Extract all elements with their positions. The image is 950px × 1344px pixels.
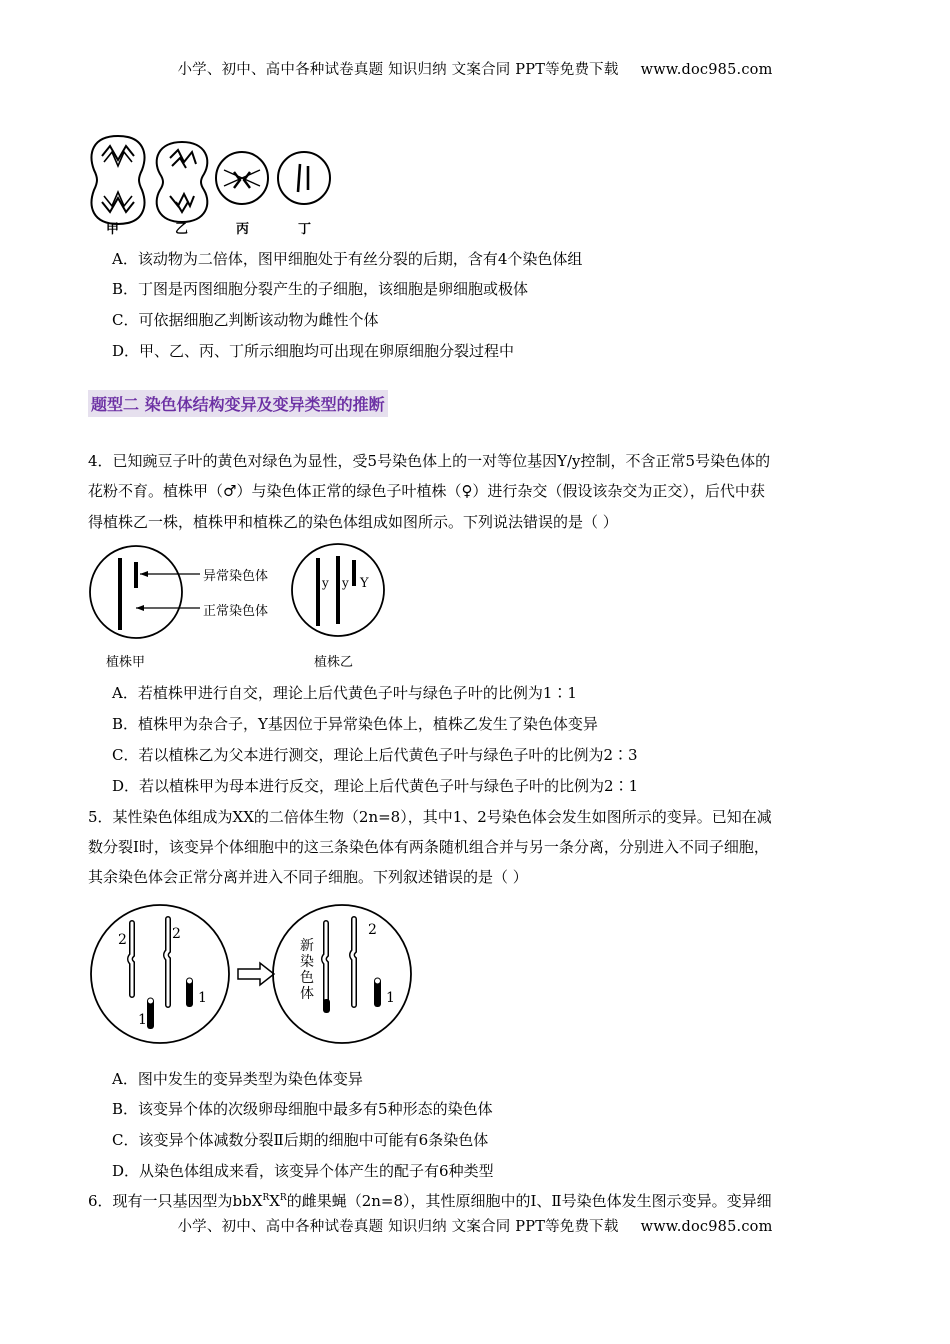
q5-stem-line-1: 5．某性染色体组成为XX的二倍体生物（2n=8），其中1、2号染色体会发生如图所示的变异。已知在减 xyxy=(88,808,772,826)
before-cell xyxy=(91,905,229,1043)
section-heading: 题型二 染色体结构变异及变异类型的推断 xyxy=(88,390,388,417)
q5-label-2-left: 2 xyxy=(118,932,127,948)
normal-chromosome-label: 正常染色体 xyxy=(203,604,269,619)
footer-url: www.doc985.com xyxy=(640,1219,773,1235)
q5-option-c: C．该变异个体减数分裂Ⅱ后期的细胞中可能有6条染色体 xyxy=(112,1131,489,1149)
q4-stem-line-2: 花粉不育。植株甲（♂）与染色体正常的绿色子叶植株（♀）进行杂交（假设该杂交为正交），后代中获 xyxy=(88,482,765,500)
q3-option-b: B．丁图是丙图细胞分裂产生的子细胞，该细胞是卵细胞或极体 xyxy=(112,280,529,298)
gene-Y: Y xyxy=(360,576,369,591)
q4-stem-line-3: 得植株乙一株，植株甲和植株乙的染色体组成如图所示。下列说法错误的是（ ） xyxy=(88,513,618,531)
cell-jia xyxy=(92,136,145,224)
q3-label-ding: 丁 xyxy=(298,222,312,237)
new-chromosome-label: 新 染 色 体 xyxy=(300,938,314,1002)
page-footer xyxy=(0,1215,950,1236)
plant-a-cell xyxy=(90,546,200,638)
q4-option-a: A．若植株甲进行自交，理论上后代黄色子叶与绿色子叶的比例为1∶1 xyxy=(112,684,577,702)
q3-label-bing: 丙 xyxy=(236,222,250,237)
gene-y-right: y xyxy=(342,576,349,590)
q4-stem-line-1: 4．已知豌豆子叶的黄色对绿色为显性，受5号染色体上的一对等位基因Y/y控制，不含正常5号染色体的 xyxy=(88,452,771,470)
header-text: 小学、初中、高中各种试卷真题 知识归纳 文案合同 PPT等免费下载 xyxy=(177,62,619,78)
q3-label-yi: 乙 xyxy=(175,222,189,237)
gene-y-left: y xyxy=(322,576,329,590)
header-url: www.doc985.com xyxy=(640,62,773,78)
q3-option-d: D．甲、乙、丙、丁所示细胞均可出现在卵原细胞分裂过程中 xyxy=(112,342,515,360)
q5-stem-line-2: 数分裂Ⅰ时，该变异个体细胞中的这三条染色体有两条随机组合并与另一条分离，分别进入不同子细胞， xyxy=(88,838,769,856)
q5-label-2-right: 2 xyxy=(172,926,181,942)
q3-option-a: A．该动物为二倍体，图甲细胞处于有丝分裂的后期，含有4个染色体组 xyxy=(112,250,583,268)
q4-option-b: B．植株甲为杂合子，Y基因位于异常染色体上，植株乙发生了染色体变异 xyxy=(112,715,598,733)
plant-a-label: 植株甲 xyxy=(106,655,146,670)
plant-chromosome-figure xyxy=(88,540,398,648)
q3-option-c: C．可依据细胞乙判断该动物为雌性个体 xyxy=(112,311,379,329)
q5-label-1-right: 1 xyxy=(198,990,207,1006)
chromosome-variation-figure xyxy=(88,903,414,1045)
q3-label-jia: 甲 xyxy=(106,222,120,237)
footer-text: 小学、初中、高中各种试卷真题 知识归纳 文案合同 PPT等免费下载 xyxy=(177,1219,619,1235)
q5-option-a: A．图中发生的变异类型为染色体变异 xyxy=(112,1070,363,1088)
arrow-icon xyxy=(238,963,274,985)
abnormal-chromosome-label: 异常染色体 xyxy=(203,569,269,584)
page-header xyxy=(0,58,950,79)
after-cell xyxy=(273,905,411,1043)
q6-stem-line-1: 6．现有一只基因型为$bbX^RX^R$的雌果蝇（2n=8），其性原细胞中的Ⅰ、Ⅱ号染色体发生图示变异。变异细 xyxy=(88,1192,772,1210)
cell-ding xyxy=(278,152,330,204)
q5-stem-line-3: 其余染色体会正常分离并进入不同子细胞。下列叙述错误的是（ ） xyxy=(88,868,528,886)
plant-b-cell xyxy=(292,544,384,636)
cell-yi xyxy=(157,142,208,222)
q5-option-d: D．从染色体组成来看，该变异个体产生的配子有6种类型 xyxy=(112,1162,494,1180)
q4-option-d: D．若以植株甲为母本进行反交，理论上后代黄色子叶与绿色子叶的比例为2∶1 xyxy=(112,777,639,795)
q5-label-1-bottom: 1 xyxy=(138,1012,147,1028)
q5-option-b: B．该变异个体的次级卵母细胞中最多有5种形态的染色体 xyxy=(112,1100,493,1118)
q4-option-c: C．若以植株乙为父本进行测交，理论上后代黄色子叶与绿色子叶的比例为2∶3 xyxy=(112,746,638,764)
q5-label-1-after: 1 xyxy=(386,990,395,1006)
plant-b-label: 植株乙 xyxy=(314,655,354,670)
cell-bing xyxy=(216,152,268,204)
q5-label-2-after: 2 xyxy=(368,922,377,938)
